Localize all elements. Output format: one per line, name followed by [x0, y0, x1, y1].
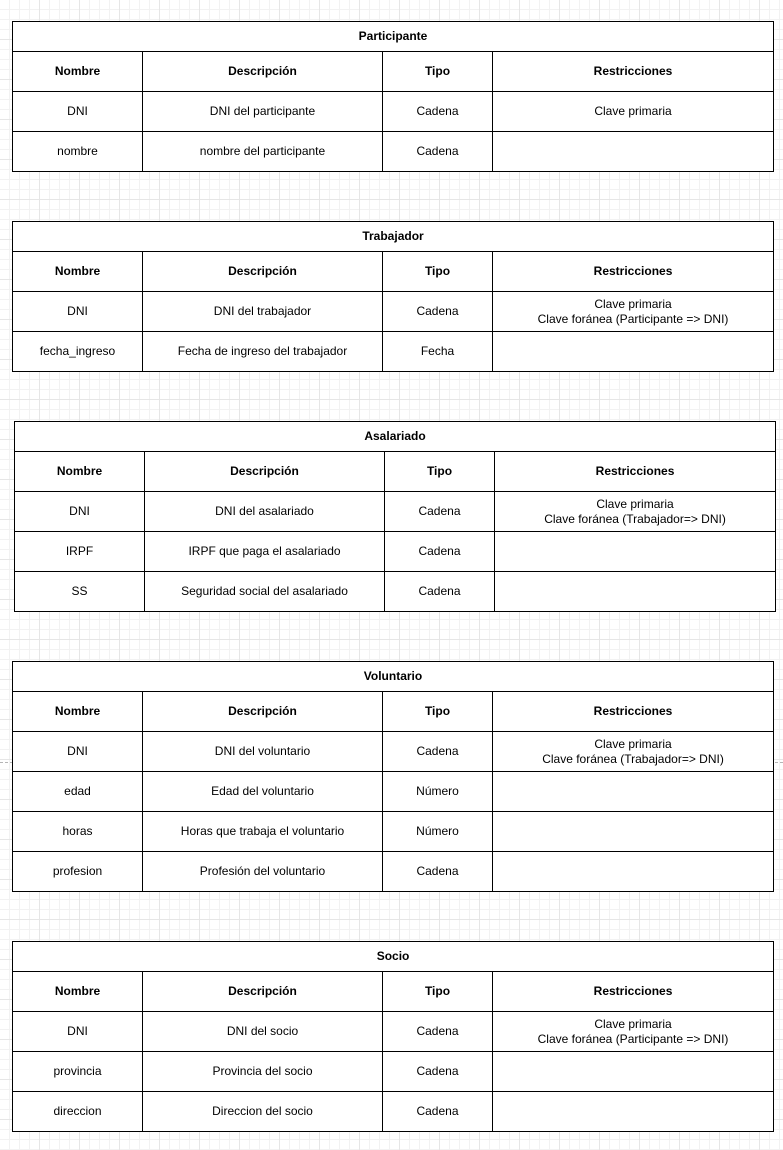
header-nombre: Nombre	[15, 452, 145, 492]
table-row[interactable]	[13, 1092, 774, 1132]
cell-descripcion: Fecha de ingreso del trabajador	[143, 332, 383, 372]
cell-tipo: Cadena	[383, 292, 493, 332]
cell-nombre: edad	[13, 772, 143, 812]
cell-descripcion: Seguridad social del asalariado	[145, 572, 385, 612]
table-title: Participante	[13, 22, 774, 52]
cell-restricciones	[493, 852, 774, 892]
cell-descripcion: Edad del voluntario	[143, 772, 383, 812]
cell-tipo: Número	[383, 812, 493, 852]
cell-descripcion: DNI del voluntario	[143, 732, 383, 772]
cell-restricciones: Clave primaria Clave foránea (Participante => DNI)	[493, 292, 774, 332]
cell-tipo: Cadena	[383, 1012, 493, 1052]
cell-nombre: DNI	[13, 292, 143, 332]
header-row	[15, 452, 776, 492]
cell-restricciones: Clave primaria Clave foránea (Trabajador=> DNI)	[493, 732, 774, 772]
table-row[interactable]	[15, 532, 776, 572]
cell-restricciones	[495, 532, 776, 572]
header-tipo: Tipo	[383, 252, 493, 292]
header-descripcion: Descripción	[145, 452, 385, 492]
header-restricciones: Restricciones	[493, 252, 774, 292]
table-title: Trabajador	[13, 222, 774, 252]
header-restricciones: Restricciones	[493, 52, 774, 92]
cell-restricciones	[493, 1092, 774, 1132]
cell-nombre: DNI	[15, 492, 145, 532]
cell-tipo: Cadena	[383, 132, 493, 172]
table-row[interactable]	[13, 292, 774, 332]
header-nombre: Nombre	[13, 692, 143, 732]
cell-descripcion: DNI del participante	[143, 92, 383, 132]
cell-descripcion: Profesión del voluntario	[143, 852, 383, 892]
table-row[interactable]	[13, 812, 774, 852]
cell-descripcion: Direccion del socio	[143, 1092, 383, 1132]
table-title: Asalariado	[15, 422, 776, 452]
cell-tipo: Número	[383, 772, 493, 812]
cell-tipo: Cadena	[383, 1052, 493, 1092]
table-row[interactable]	[13, 1052, 774, 1092]
header-tipo: Tipo	[385, 452, 495, 492]
cell-nombre: direccion	[13, 1092, 143, 1132]
cell-tipo: Cadena	[383, 1092, 493, 1132]
cell-descripcion: Horas que trabaja el voluntario	[143, 812, 383, 852]
table-participante[interactable]	[12, 21, 774, 172]
cell-nombre: nombre	[13, 132, 143, 172]
header-descripcion: Descripción	[143, 972, 383, 1012]
table-row[interactable]	[13, 92, 774, 132]
cell-descripcion: DNI del socio	[143, 1012, 383, 1052]
cell-restricciones	[493, 812, 774, 852]
cell-nombre: DNI	[13, 1012, 143, 1052]
header-row	[13, 692, 774, 732]
cell-descripcion: Provincia del socio	[143, 1052, 383, 1092]
table-row[interactable]	[15, 492, 776, 532]
cell-tipo: Cadena	[383, 92, 493, 132]
cell-nombre: provincia	[13, 1052, 143, 1092]
header-tipo: Tipo	[383, 972, 493, 1012]
cell-restricciones	[493, 772, 774, 812]
header-tipo: Tipo	[383, 692, 493, 732]
cell-nombre: DNI	[13, 92, 143, 132]
cell-nombre: DNI	[13, 732, 143, 772]
cell-nombre: IRPF	[15, 532, 145, 572]
table-row[interactable]	[13, 732, 774, 772]
header-restricciones: Restricciones	[495, 452, 776, 492]
cell-restricciones	[493, 132, 774, 172]
header-tipo: Tipo	[383, 52, 493, 92]
table-row[interactable]	[13, 332, 774, 372]
header-nombre: Nombre	[13, 972, 143, 1012]
cell-tipo: Fecha	[383, 332, 493, 372]
cell-tipo: Cadena	[383, 732, 493, 772]
cell-nombre: SS	[15, 572, 145, 612]
header-row	[13, 52, 774, 92]
header-descripcion: Descripción	[143, 52, 383, 92]
table-title: Voluntario	[13, 662, 774, 692]
table-row[interactable]	[13, 852, 774, 892]
table-title: Socio	[13, 942, 774, 972]
table-voluntario[interactable]	[12, 661, 774, 892]
cell-descripcion: nombre del participante	[143, 132, 383, 172]
cell-nombre: fecha_ingreso	[13, 332, 143, 372]
cell-restricciones: Clave primaria	[493, 92, 774, 132]
cell-tipo: Cadena	[383, 852, 493, 892]
header-row	[13, 972, 774, 1012]
cell-descripcion: IRPF que paga el asalariado	[145, 532, 385, 572]
cell-nombre: horas	[13, 812, 143, 852]
table-socio[interactable]	[12, 941, 774, 1132]
header-nombre: Nombre	[13, 52, 143, 92]
header-descripcion: Descripción	[143, 692, 383, 732]
cell-tipo: Cadena	[385, 532, 495, 572]
cell-restricciones	[495, 572, 776, 612]
cell-restricciones	[493, 1052, 774, 1092]
cell-nombre: profesion	[13, 852, 143, 892]
table-row[interactable]	[13, 132, 774, 172]
cell-restricciones: Clave primaria Clave foránea (Trabajador=> DNI)	[495, 492, 776, 532]
header-descripcion: Descripción	[143, 252, 383, 292]
table-row[interactable]	[15, 572, 776, 612]
table-trabajador[interactable]	[12, 221, 774, 372]
cell-tipo: Cadena	[385, 572, 495, 612]
cell-restricciones	[493, 332, 774, 372]
table-asalariado[interactable]	[14, 421, 776, 612]
table-row[interactable]	[13, 1012, 774, 1052]
header-row	[13, 252, 774, 292]
cell-descripcion: DNI del asalariado	[145, 492, 385, 532]
cell-restricciones: Clave primaria Clave foránea (Participante => DNI)	[493, 1012, 774, 1052]
header-restricciones: Restricciones	[493, 972, 774, 1012]
cell-descripcion: DNI del trabajador	[143, 292, 383, 332]
header-nombre: Nombre	[13, 252, 143, 292]
cell-tipo: Cadena	[385, 492, 495, 532]
header-restricciones: Restricciones	[493, 692, 774, 732]
table-row[interactable]	[13, 772, 774, 812]
